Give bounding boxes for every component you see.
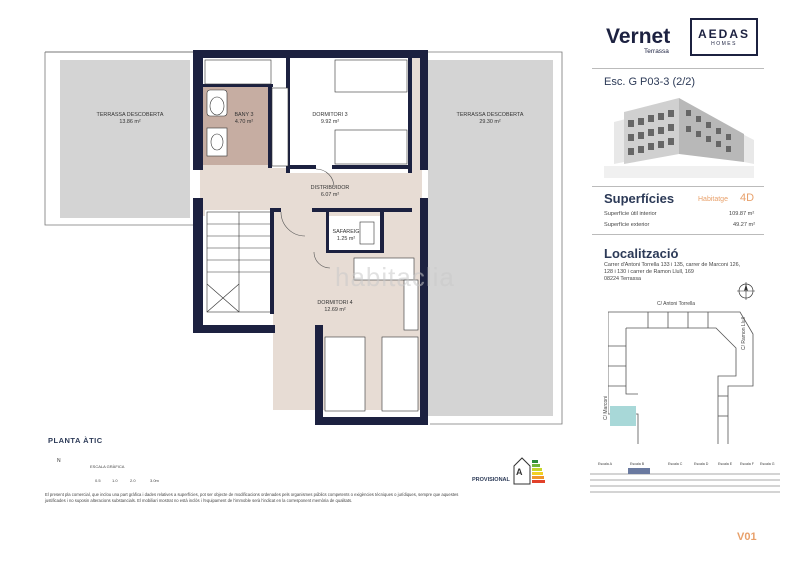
bath3-label: BANY 3 4.70 m² (234, 112, 254, 125)
site-plan (608, 306, 756, 444)
stair-label: Escala C (668, 462, 683, 466)
partner-logo (690, 18, 758, 56)
street-left-label: C/ Marconi (603, 395, 609, 420)
watermark: habitaclia (335, 262, 455, 292)
terrace-left-label: TERRASSA DESCOBERTA 13.86 m² (96, 112, 164, 125)
version-label: V01 (737, 531, 757, 543)
stair-label: Escala A (598, 462, 612, 466)
partner-logo-line2: HOMES (711, 41, 737, 47)
energy-rating-letter: A (516, 467, 523, 477)
terrace-left (60, 60, 190, 218)
stair-section (590, 462, 780, 498)
unit-code: 4D (740, 192, 755, 204)
scale-tick: 0.5 (95, 478, 101, 483)
address-line3: 08224 Terrassa (604, 276, 642, 282)
surface-row-label: Superfície útil interior (604, 211, 657, 217)
stair-label: Escala E (718, 462, 733, 466)
disclaimer-line1: El present pla comercial, que inclou una part gràfica i dades relatives a superfícies, pot ser objecte de modificacions ordenades pels organismes públics competents o exigències tècniques o jurídiques, sempre que aquestes (45, 492, 459, 497)
brand-city: Terrassa (644, 48, 669, 55)
terrace-right-label: TERRASSA DESCOBERTA 29.30 m² (456, 112, 524, 125)
compass-north-label: N (57, 458, 61, 464)
scale-tick: 1.0 (112, 478, 118, 483)
sheet-code: Esc. G P03-3 (2/2) (604, 76, 696, 88)
scale-tick: 3.0m (150, 478, 159, 483)
floor-title: PLANTA ÀTIC (48, 436, 103, 445)
address-line1: Carrer d'Antoni Torrella 133 i 135, carrer de Marconi 126, (604, 262, 741, 268)
energy-provisional-label: PROVISIONAL (472, 477, 510, 483)
unit-label: Habitatge (698, 196, 728, 203)
bed4-label: DORMITORI 4 12.69 m² (317, 300, 353, 313)
stair-label: Escala F (740, 462, 754, 466)
scale-title: ESCALA GRÀFICA (90, 464, 125, 469)
street-right-label: C/ Ramon Llull (741, 317, 747, 350)
address-line2: 128 i 130 i carrer de Ramon Llull, 169 (604, 269, 694, 275)
surface-row-value: 49.27 m² (733, 222, 756, 228)
location-title: Localització (604, 246, 679, 261)
bed3-label: DORMITORI 3 9.92 m² (312, 112, 348, 125)
street-top-label: C/ Antoni Torrella (657, 301, 695, 307)
disclaimer-line2: justificades i no suposin alteracions substancials. El mobiliari mostrat no està inclòs i l'equipament de l'immoble serà l'indicat en la corresponent memòria de qualitats. (45, 498, 353, 503)
stair-label: Escala G (760, 462, 775, 466)
brand-name: Vernet (606, 25, 671, 48)
location-compass-icon (737, 282, 755, 300)
hall-label: DISTRIBUIDOR 6.07 m² (310, 185, 350, 198)
stair-label: Escala D (694, 462, 709, 466)
building-render (604, 92, 754, 178)
surfaces-title: Superfícies (604, 191, 675, 206)
scale-tick: 2.0 (130, 478, 136, 483)
site-plan-highlight (610, 406, 636, 426)
stair-label: Escala B (630, 462, 645, 466)
partner-logo-line1: AEDAS (697, 27, 750, 41)
laundry-label: SAFAREIG 1.25 m² (332, 229, 360, 242)
surface-row-value: 109.87 m² (729, 211, 755, 217)
surface-row-label: Superfície exterior (604, 222, 650, 228)
